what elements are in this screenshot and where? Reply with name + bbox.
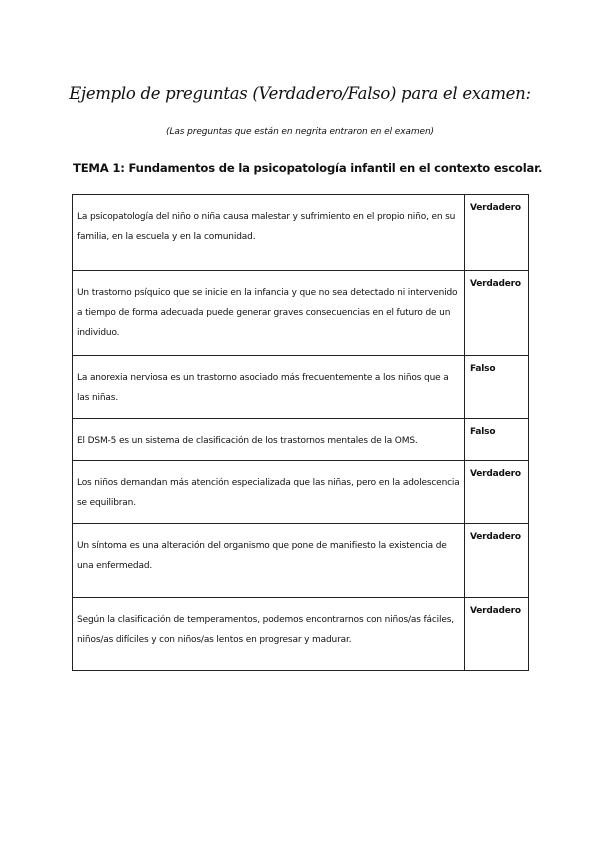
question-text: La psicopatología del niño o niña causa malestar y sufrimiento en el propio niño, en su familia, en la escuela y en la comunidad. (77, 212, 456, 242)
question-text: Un trastorno psíquico que se inicie en la infancia y que no sea detectado ni intervenido a tiempo de forma adecuada puede generar graves consecuencias en el futuro de un individuo. (77, 288, 458, 338)
table-row (73, 356, 529, 419)
answer-cell (465, 461, 529, 524)
question-cell (73, 271, 465, 356)
answer-text: Verdadero (470, 279, 521, 289)
answer-cell (465, 524, 529, 598)
question-text: El DSM-5 es un sistema de clasificación de los trastornos mentales de la OMS. (77, 436, 418, 446)
questions-table (72, 194, 529, 671)
page-title: Ejemplo de preguntas (Verdadero/Falso) para el examen: (69, 84, 531, 103)
question-text: Un síntoma es una alteración del organismo que pone de manifiesto la existencia de una enfermedad. (77, 541, 447, 571)
question-cell (73, 419, 465, 461)
question-cell (73, 524, 465, 598)
table-row (73, 461, 529, 524)
question-text: Los niños demandan más atención especializada que las niñas, pero en la adolescencia se equilibran. (77, 478, 460, 508)
answer-cell (465, 419, 529, 461)
question-cell (73, 195, 465, 271)
section-heading: TEMA 1: Fundamentos de la psicopatología infantil en el contexto escolar. (73, 161, 543, 175)
question-cell (73, 461, 465, 524)
answer-text: Verdadero (470, 469, 521, 479)
table-row (73, 271, 529, 356)
question-cell (73, 598, 465, 671)
question-cell (73, 356, 465, 419)
table-row (73, 195, 529, 271)
answer-cell (465, 356, 529, 419)
answer-text: Verdadero (470, 606, 521, 616)
page-subtitle: (Las preguntas que están en negrita entraron en el examen) (166, 127, 434, 137)
answer-cell (465, 598, 529, 671)
answer-cell (465, 195, 529, 271)
table-row (73, 419, 529, 461)
answer-text: Falso (470, 427, 496, 437)
answer-cell (465, 271, 529, 356)
answer-text: Verdadero (470, 203, 521, 213)
question-text: Según la clasificación de temperamentos, podemos encontrarnos con niños/as fáciles, niños/as difíciles y con niños/as lentos en progresar y madurar. (77, 615, 455, 645)
table-row (73, 598, 529, 671)
question-text: La anorexia nerviosa es un trastorno asociado más frecuentemente a los niños que a las niñas. (77, 373, 449, 403)
answer-text: Falso (470, 364, 496, 374)
answer-text: Verdadero (470, 532, 521, 542)
table-row (73, 524, 529, 598)
